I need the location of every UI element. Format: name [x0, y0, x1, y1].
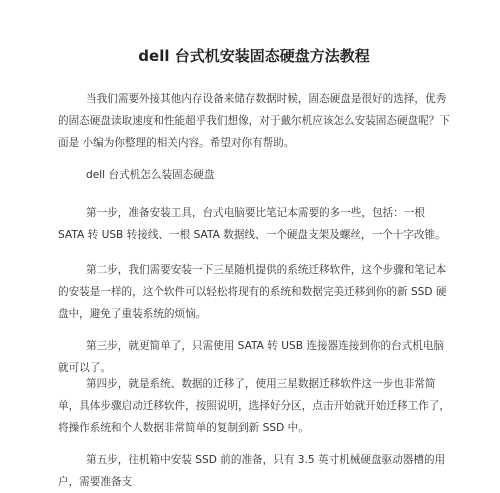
step-one-paragraph: 第一步，准备安装工具，台式电脑要比笔记本需要的多一些，包括：一根 SATA 转 USB 转接线、一根 SATA 数据线、一个硬盘支架及螺丝，一个十字改锥。: [58, 207, 446, 241]
step-two-paragraph: 第二步，我们需要安装一下三星随机提供的系统迁移软件，这个步骤和笔记本的安装是一样的，这个软件可以轻松将现有的系统和数据完美迁移到你的新 SSD 硬盘中，避免了重装系统的烦恼。: [58, 264, 447, 320]
step-five-paragraph: 第五步，往机箱中安装 SSD 前的准备，只有 3.5 英寸机械硬盘驱动器槽的用户，需要准备支: [58, 454, 446, 488]
intro-paragraph: 当我们需要外接其他内存设备来储存数据时候，固态硬盘是很好的选择，优秀的固态硬盘读取速度和性能超乎我们想像，对于戴尔机应该怎么安装固态硬盘呢？下面是 小编为你整理的相关内容。希望对你有帮助。: [58, 93, 450, 149]
section-heading: dell 台式机怎么装固态硬盘: [86, 169, 215, 181]
step-three-paragraph: 第三步，就更简单了，只需使用 SATA 转 USB 连接器连接到你的台式机电脑就可以了。: [58, 340, 445, 374]
step-four-paragraph: 第四步，就是系统、数据的迁移了，使用三星数据迁移软件这一步也非常简单，具体步骤启动迁移软件，按照说明，选择好分区，点击开始就开始迁移工作了，将操作系统和个人数据非常简单的复制到新 SSD 中。: [58, 378, 450, 434]
article-title: dell 台式机安装固态硬盘方法教程: [138, 47, 370, 65]
